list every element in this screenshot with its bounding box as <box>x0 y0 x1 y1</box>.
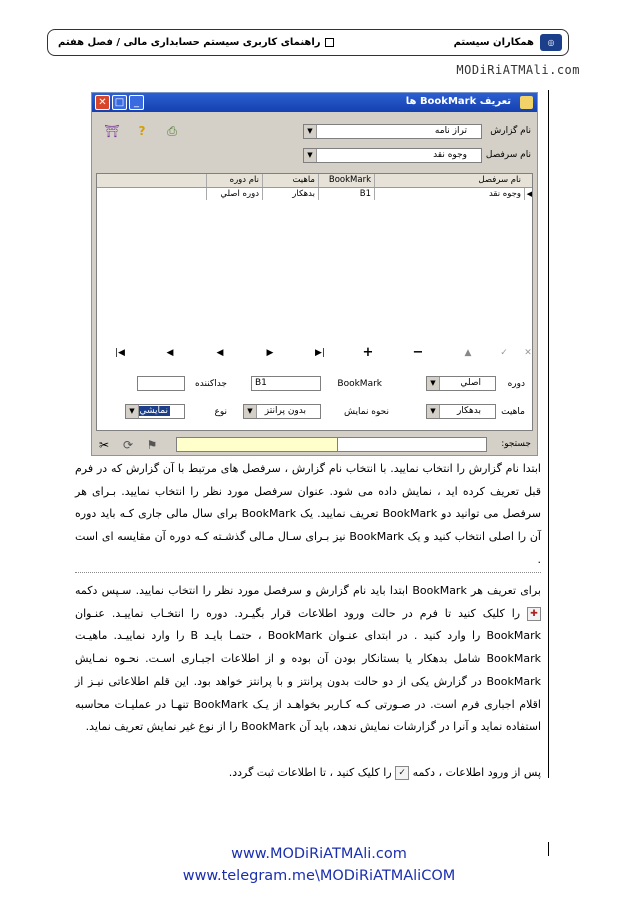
nature-label: ماهیت <box>501 407 525 417</box>
footer-telegram[interactable]: www.telegram.me\MODiRiATMAliCOM <box>182 868 456 884</box>
prev-page-icon[interactable]: ◀ <box>166 348 174 358</box>
checkmark-icon: ✓ <box>395 766 409 780</box>
chapter-title: راهنمای کاربری سیستم حسابداری مالی / فصل هفتم <box>58 37 334 48</box>
cell-nature[interactable]: بدهكار <box>262 188 318 200</box>
maximize-button[interactable]: □ <box>112 95 127 110</box>
paragraph-2: برای تعریف هر BookMark ابتدا باید نام گزارش و سرفصل مورد نظر را انتخاب نمایید. سـپس دکمه ✚ را کلیک کنید تا فرم در حالت ورود اطلاعات قرار بگیـرد. دوره را انتخـاب نماییـد. عنـوان BookMark را وارد کنید . در ابتدای عنـوان BookMark ، حتمـا بایـد B را وارد نماییـد. ماهیـت BookMark شامل بدهکار یا بستانکار بودن آن بوده و از اطلاعات اجبـاری اسـت. نحـوه نمـایش BookMark در گزارش یکی از دو حالت بدون پرانتز و با پرانتز خواهد بود. این قلم اطلاعاتی نیـز از اقلام اجباری فرم است. در صـورتی کـه کـاربر بخواهـد از یـک BookMark تنهـا در عملیـات محاسبه استفاده نماید و آنرا در گزارشات نمایش ندهد، باید آن BookMark را از نوع غیر نمایش تعریف نماید. <box>75 584 541 734</box>
chevron-down-icon: ▼ <box>244 405 257 418</box>
cell-period-name[interactable]: دوره اصلي <box>206 188 262 200</box>
refresh-icon[interactable]: ⟳ <box>122 438 134 452</box>
col-heading-name[interactable]: نام سرفصل <box>374 174 524 187</box>
delete-icon[interactable]: − <box>412 345 424 360</box>
record-navigator <box>96 345 533 361</box>
chevron-down-icon: ▼ <box>304 149 317 162</box>
report-name-select[interactable]: تراز نامه ▼ <box>303 124 482 139</box>
minimize-button[interactable]: _ <box>129 95 144 110</box>
search-label: جستجو: <box>501 439 531 449</box>
window-controls <box>95 95 146 110</box>
bookmark-window <box>91 92 538 456</box>
paragraph-divider <box>75 572 541 574</box>
display-mode-label: نحوه نمایش <box>344 407 389 417</box>
heading-name-select[interactable]: وجوه نقد ▼ <box>303 148 482 163</box>
cell-heading-name[interactable]: وجوه نقد <box>374 188 524 200</box>
display-mode-select[interactable]: بدون پرانتز ▼ <box>243 404 321 419</box>
chevron-down-icon: ▼ <box>126 405 139 418</box>
square-bullet-icon <box>325 38 334 47</box>
close-button[interactable]: ✕ <box>95 95 110 110</box>
paragraph-3: پس از ورود اطلاعات ، دکمه ✓ را کلیک کنید ، تا اطلاعات ثبت گردد. <box>228 766 541 779</box>
separator-input[interactable] <box>137 376 185 391</box>
type-select[interactable]: نمايشي ▼ <box>125 404 185 419</box>
bookmark-grid[interactable] <box>96 173 533 431</box>
paragraph-1: ابتدا نام گزارش را انتخاب نمایید. با انتخاب نام گزارش ، سرفصل های مرتبط با آن گزارش که در فرم قبل تعریف کرده اید ، نمایش داده می شود. عنوان سرفصل مورد نظر را انتخاب نمایید. بـرای هر سرفصل می توانید دو BookMark تعریف نمایید. یک BookMark برای سال مالی جاری کـه باید دوره آن را اصلی انتخاب کنید و یک BookMark نیز بـرای سـال مـالی گذشـته کـه دوره آن مقایسه ای است . <box>75 462 542 566</box>
report-name-label: نام گزارش <box>490 126 531 136</box>
pin-icon[interactable]: ⚑ <box>146 438 158 452</box>
page-header <box>47 29 569 56</box>
last-record-icon[interactable]: ▶| <box>315 348 325 358</box>
company-name: همکاران سیستم <box>453 37 534 48</box>
chevron-down-icon: ▼ <box>427 405 440 418</box>
tools-icon[interactable]: ✂ <box>98 438 110 452</box>
separator-label: جداکننده <box>195 379 227 389</box>
col-nature[interactable]: ماهيت <box>262 174 318 187</box>
search-status-field <box>176 437 338 452</box>
print-icon[interactable]: ⎙ <box>167 124 177 138</box>
cancel-icon[interactable]: ✕ <box>524 348 532 358</box>
period-select[interactable]: اصلي ▼ <box>426 376 496 391</box>
chevron-down-icon: ▼ <box>427 377 440 390</box>
edit-icon[interactable]: ▲ <box>464 348 472 358</box>
window-title: تعریف BookMark ها <box>405 96 511 107</box>
next-record-icon[interactable]: ▶ <box>266 348 274 358</box>
table-row[interactable] <box>97 188 532 200</box>
chevron-down-icon: ▼ <box>304 125 317 138</box>
content-border <box>548 90 549 778</box>
add-record-icon: ✚ <box>527 607 541 621</box>
grid-header <box>97 174 532 188</box>
nature-select[interactable]: بدهكار ▼ <box>426 404 496 419</box>
col-period-name[interactable]: نام دوره <box>206 174 262 187</box>
help-icon[interactable]: ? <box>138 124 146 138</box>
type-label: نوع <box>214 407 227 417</box>
app-icon <box>520 96 533 109</box>
logo-icon: ◎ <box>540 34 562 51</box>
row-pointer-icon: ◀ <box>524 188 532 200</box>
window-titlebar <box>92 93 537 112</box>
add-icon[interactable]: + <box>362 345 374 360</box>
period-label: دوره <box>507 379 525 389</box>
bookmark-label: BookMark <box>337 379 382 389</box>
prev-record-icon[interactable]: ◀ <box>216 348 224 358</box>
footer-url[interactable]: www.MODiRiATMAli.com <box>231 846 407 862</box>
col-bookmark[interactable]: BookMark <box>318 174 374 187</box>
bookmark-input[interactable]: B1 <box>251 376 321 391</box>
first-record-icon[interactable]: |◀ <box>115 348 125 358</box>
exit-door-icon[interactable]: ⛩ <box>104 124 120 138</box>
search-input[interactable] <box>331 437 487 452</box>
site-label: MODiRiATMAli.com <box>456 63 580 77</box>
heading-name-label: نام سرفصل <box>485 150 531 160</box>
cell-bookmark[interactable]: B1 <box>318 188 374 200</box>
confirm-icon[interactable]: ✓ <box>500 348 508 358</box>
